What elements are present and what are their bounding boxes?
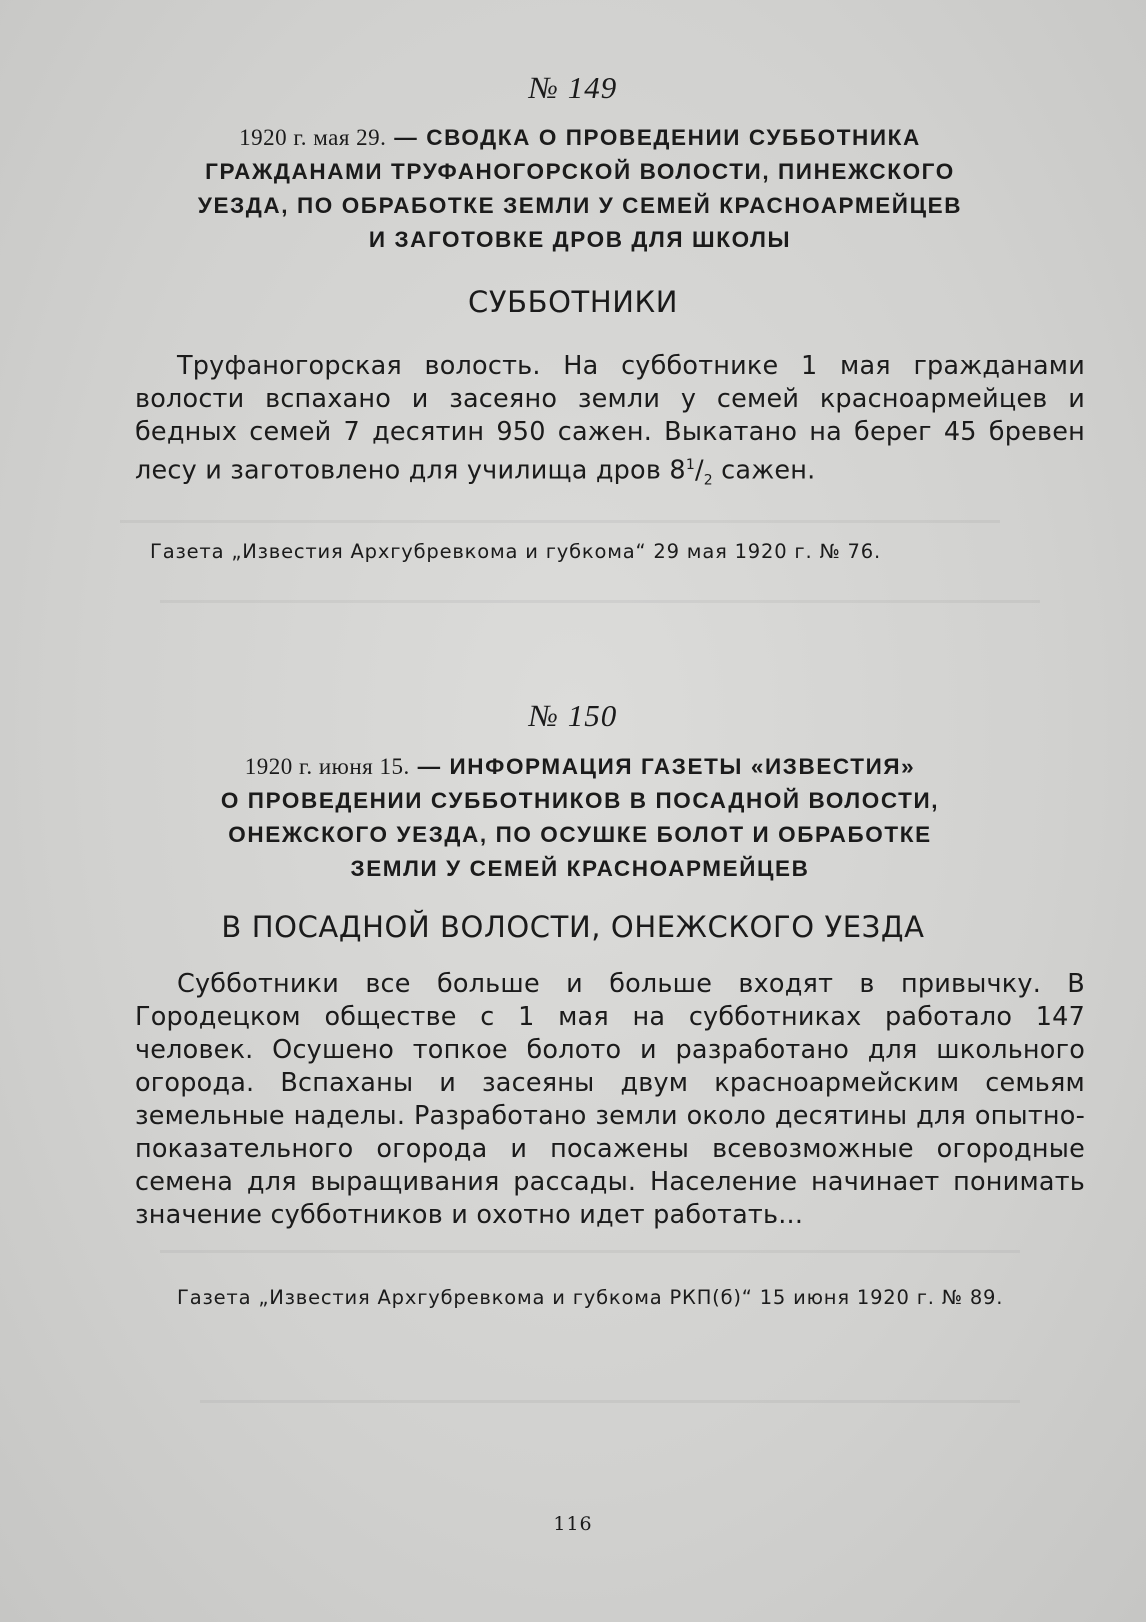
- heading-line-1: [110, 750, 1050, 784]
- body-text: Труфаногорская волость. На субботнике 1 мая гражданами волости вспахано и засеяно земли у семей красноармейцев и бедных семей 7 десятин 950 сажен. Выкатано на берег 45 бревен лесу и заготовлено для училища дров 8: [135, 351, 1085, 486]
- heading-date: 1920 г. мая 29.: [239, 125, 387, 150]
- document-heading: [110, 121, 1050, 257]
- document-body: Труфаногорская волость. На субботнике 1 мая гражданами волости вспахано и засеяно земли у семей красноармейцев и бедных семей 7 десятин 950 сажен. Выкатано на берег 45 бревен лесу и заготовлено для училища дров $8^1/_2$ сажен.: [135, 351, 1085, 489]
- heading-line-4: И ЗАГОТОВКЕ ДРОВ ДЛЯ ШКОЛЫ: [368, 227, 792, 252]
- body-text-end: сажен.: [712, 455, 816, 486]
- heading-line-2: О ПРОВЕДЕНИИ СУББОТНИКОВ В ПОСАДНОЙ ВОЛОСТИ,: [220, 788, 940, 813]
- heading-date: 1920 г. июня 15.: [244, 754, 410, 779]
- document-heading: [110, 750, 1050, 886]
- document-number: № 150: [528, 698, 618, 733]
- source-citation: Газета „Известия Архгубревкома и губкома РКП(б)“ 15 июня 1920 г. № 89.: [177, 1286, 1004, 1309]
- heading-title-start: — ИНФОРМАЦИЯ ГАЗЕТЫ «ИЗВЕСТИЯ»: [417, 754, 916, 779]
- heading-line-1: [110, 121, 1050, 155]
- document-number: № 149: [528, 70, 618, 105]
- heading-line-3: УЕЗДА, ПО ОБРАБОТКЕ ЗЕМЛИ У СЕМЕЙ КРАСНОАРМЕЙЦЕВ: [197, 193, 963, 218]
- bleed-through-line: [160, 600, 1040, 603]
- heading-line-3: ОНЕЖСКОГО УЕЗДА, ПО ОСУШКЕ БОЛОТ И ОБРАБОТКЕ: [228, 822, 932, 847]
- bleed-through-line: [200, 1400, 1020, 1403]
- page-number: 116: [553, 1513, 593, 1535]
- heading-title-start: — СВОДКА О ПРОВЕДЕНИИ СУББОТНИКА: [394, 125, 921, 150]
- source-citation: Газета „Известия Архгубревкома и губкома“ 29 мая 1920 г. № 76.: [150, 540, 881, 563]
- section-subtitle: СУББОТНИКИ: [467, 285, 679, 319]
- bleed-through-line: [160, 1250, 1020, 1253]
- document-body: Субботники все больше и больше входят в привычку. В Городецком обществе с 1 мая на субботниках работало 147 человек. Осушено топкое болото и разработано для школьного огорода. Вспаханы и засеяны двум красноармейским семьям земельные наделы. Разработано земли около десятины для опытно-показательного огорода и посажены всевозможные огородные семена для выращивания рассады. Население начинает понимать значение субботников и охотно идет работать...: [135, 969, 1085, 1230]
- heading-line-4: ЗЕМЛИ У СЕМЕЙ КРАСНОАРМЕЙЦЕВ: [350, 856, 810, 881]
- heading-line-2: ГРАЖДАНАМИ ТРУФАНОГОРСКОЙ ВОЛОСТИ, ПИНЕЖСКОГО: [205, 159, 955, 184]
- fraction-denominator: 2: [703, 472, 713, 489]
- bleed-through-line: [120, 520, 1000, 523]
- section-subtitle: В ПОСАДНОЙ ВОЛОСТИ, ОНЕЖСКОГО УЕЗДА: [221, 910, 925, 944]
- fraction-numerator: 1: [685, 457, 695, 473]
